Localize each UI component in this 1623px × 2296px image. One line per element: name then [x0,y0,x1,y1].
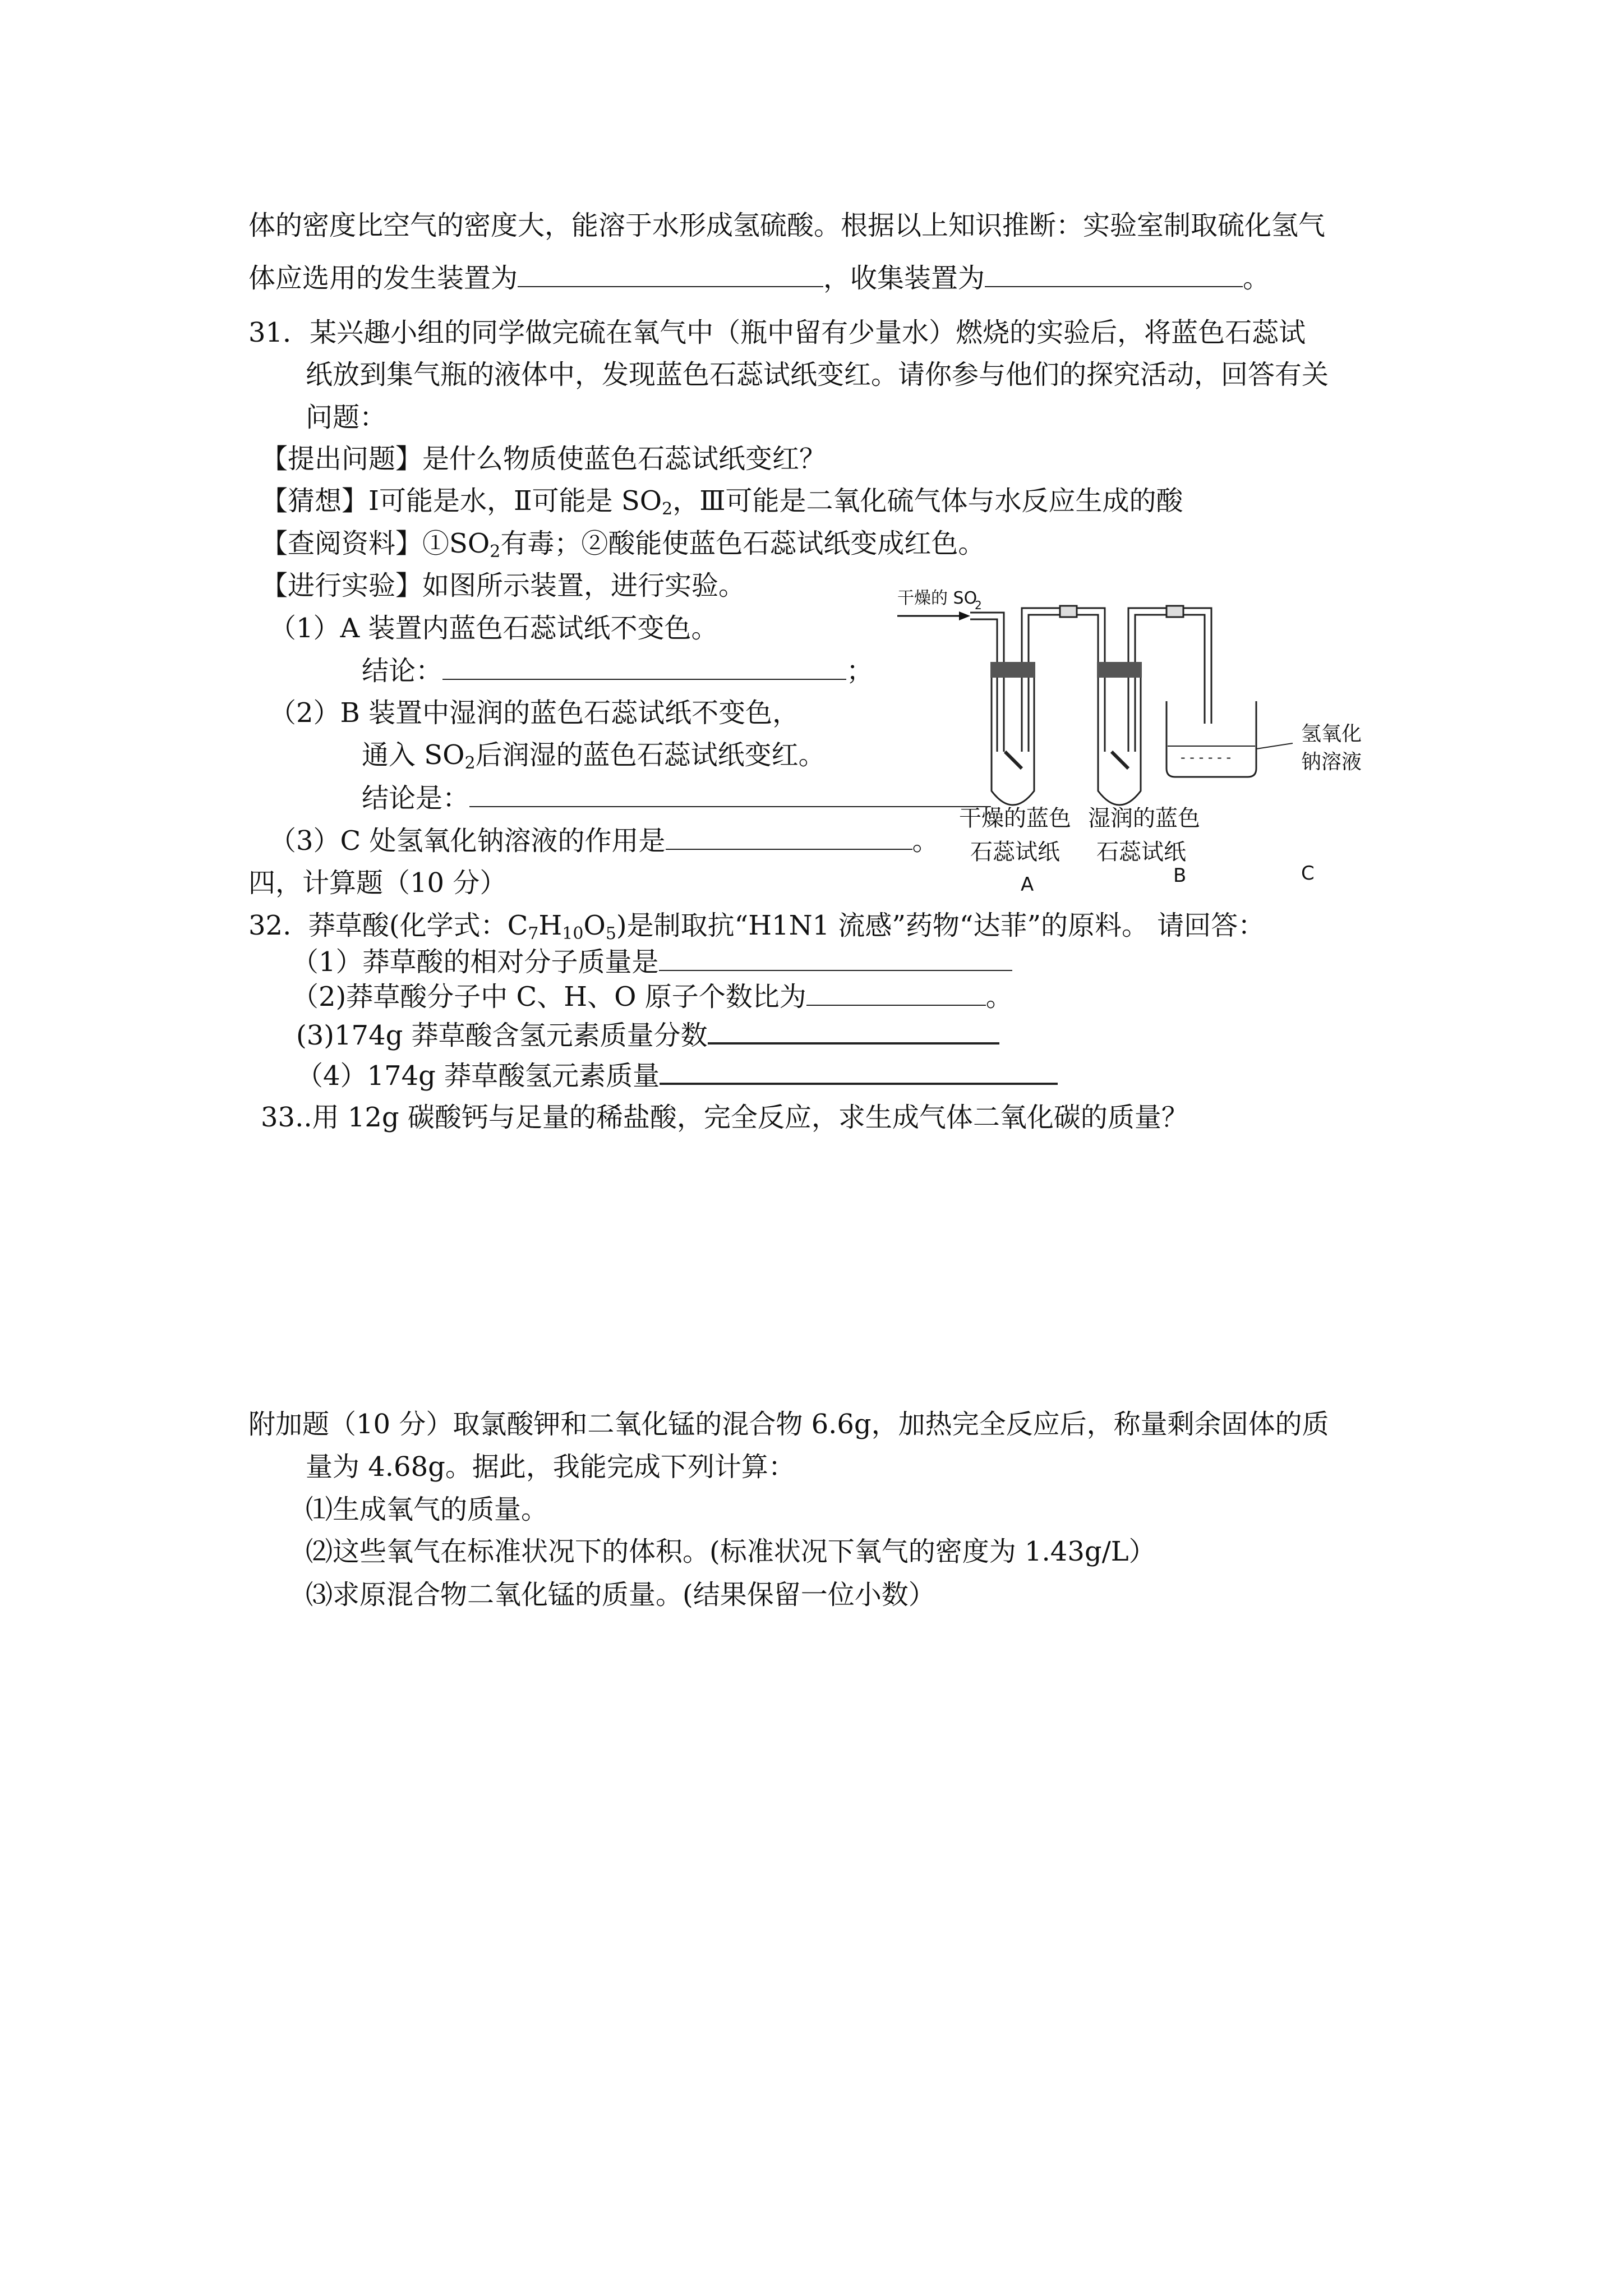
q31-part-2-sub: 2 [464,753,476,773]
q31-guess-sub: 2 [662,499,673,519]
q31-line-1 [248,318,1306,348]
q32-sub-h: 10 [562,924,584,944]
q31-part-2-text: 通入 SO [362,739,465,771]
q32-sub-o: 5 [605,924,616,944]
q32-number: 32. [248,910,292,941]
q32-stem [248,911,1265,943]
tube-b-label-2: 石蕊试纸 [1096,839,1186,865]
q31-info-text: 【查阅资料】①SO [261,528,490,559]
q32-part-4 [296,1060,1058,1091]
extra-step-2: ⑵这些氧气在标准状况下的体积。(标准状况下氧气的密度为 1.43g/L） [306,1536,1156,1567]
q32-part-4-text: （4）174g 莽草酸氢元素质量 [296,1060,660,1092]
q32-part-2-end: 。 [985,981,1013,1013]
beaker-label-1: 氢氧化 [1301,723,1362,746]
q31-part-1-end: ； [846,655,874,687]
q32-part-2-answer-blank[interactable] [806,982,986,1006]
tube-a-label-1: 干燥的蓝色 [959,806,1071,831]
q31-part-1-conclusion-label: 结论： [362,655,443,687]
beaker-label-2: 钠溶液 [1301,751,1362,774]
svg-text:- - - - - -: - - - - - - [1181,749,1232,765]
q31-part-1: （1）A 装置内蓝色石蕊试纸不变色。 [269,613,718,644]
q32-part-4-answer-blank[interactable] [660,1060,1058,1085]
q32-part-1-text: （1）莽草酸的相对分子质量是 [292,946,659,978]
q32-text-h: H [538,910,562,941]
tube-b-label-1: 湿润的蓝色 [1088,806,1200,831]
q32-part-1-answer-blank[interactable] [659,947,1012,971]
extra-step-3: ⑶求原混合物二氧化锰的质量。(结果保留一位小数） [306,1579,935,1611]
q31-line-3: 问题： [306,402,387,433]
q31-part-3 [269,826,939,856]
q32-part-3-answer-blank[interactable] [708,1020,999,1045]
letter-a: A [1021,873,1034,896]
generator-answer-blank[interactable] [518,264,823,287]
q31-line-2: 纸放到集气瓶的液体中，发现蓝色石蕊试纸变红。请你参与他们的探究活动，回答有关 [306,359,1329,390]
letter-c: C [1301,862,1315,885]
tube-a-label-2: 石蕊试纸 [970,839,1060,865]
q33-stem: 33..用 12g 碳酸钙与足量的稀盐酸，完全反应，求生成气体二氧化碳的质量？ [261,1102,1188,1133]
extra-line-1: 附加题（10 分）取氯酸钾和二氧化锰的混合物 6.6g，加热完全反应后，称量剩余固体的质 [248,1409,1329,1440]
q31-number: 31． [248,317,310,348]
extra-step-1: ⑴生成氧气的质量。 [306,1494,548,1525]
q32-text: 莽草酸(化学式：C [308,910,528,941]
q31-part-2: （2）B 装置中湿润的蓝色石蕊试纸不变色， [269,697,800,729]
q31-part-2-conclusion-label: 结论是： [362,783,470,814]
q32-part-1 [292,947,1012,977]
q31-part-2-text-2: 后润湿的蓝色石蕊试纸变红。 [475,739,826,771]
connecting-tubes [970,606,1211,752]
q31-part-3-end: 。 [912,825,939,857]
intro-line-1: 体的密度比空气的密度大，能溶于水形成氢硫酸。根据以上知识推断：实验室制取硫化氢气 [248,210,1326,241]
q31-info-sub: 2 [490,542,501,562]
q31-info-text-2: 有毒；②酸能使蓝色石蕊试纸变成红色。 [500,528,985,559]
q31-part-2-line-2 [362,740,826,772]
gas-inlet-label-text: 干燥的 SO [897,588,978,608]
q32-part-2 [292,982,1013,1012]
gas-inlet-label [897,588,982,612]
q32-sub-c: 7 [528,924,539,944]
gas-inlet-label-sub: 2 [975,599,982,612]
intro-line-2 [248,264,1270,293]
q32-part-2-text: （2)莽草酸分子中 C、H、O 原子个数比为 [292,981,806,1013]
section-4-heading: 四，计算题（10 分） [248,867,507,899]
q31-part-3-text: （3）C 处氢氧化钠溶液的作用是 [269,825,666,857]
extra-line-2: 量为 4.68g。据此，我能完成下列计算： [306,1451,795,1483]
intro-line-2-text: 体应选用的发生装置为 [248,263,518,294]
q31-guess-text-2: ，Ⅲ可能是二氧化硫气体与水反应生成的酸 [672,485,1183,517]
intro-line-2-end: 。 [1243,263,1270,294]
collector-answer-blank[interactable] [985,264,1243,287]
beaker-c [1166,701,1293,777]
letter-b: B [1173,864,1187,887]
apparatus-figure [875,583,1469,898]
q31-guess [261,486,1183,518]
q31-text-1: 某兴趣小组的同学做完硫在氧气中（瓶中留有少量水）燃烧的实验后，将蓝色石蕊试 [310,317,1306,348]
q32-part-3 [296,1020,999,1051]
q32-text-2: )是制取抗“H1N1 流感”药物“达菲”的原料。 请回答： [616,910,1265,941]
q32-part-3-text: (3)174g 莽草酸含氢元素质量分数 [296,1020,708,1051]
q31-guess-text: 【猜想】Ⅰ可能是水，Ⅱ可能是 SO [261,485,662,517]
q31-info [261,529,985,561]
inlet-arrow [897,611,970,620]
intro-line-2-mid: ，收集装置为 [823,263,985,294]
q31-experiment: 【进行实验】如图所示装置，进行实验。 [261,570,746,601]
q31-part-1-answer-blank[interactable] [442,656,846,680]
q31-part-1-conclusion [362,656,873,686]
q32-text-o: O [583,910,606,941]
q31-ask: 【提出问题】是什么物质使蓝色石蕊试纸变红？ [261,443,827,475]
